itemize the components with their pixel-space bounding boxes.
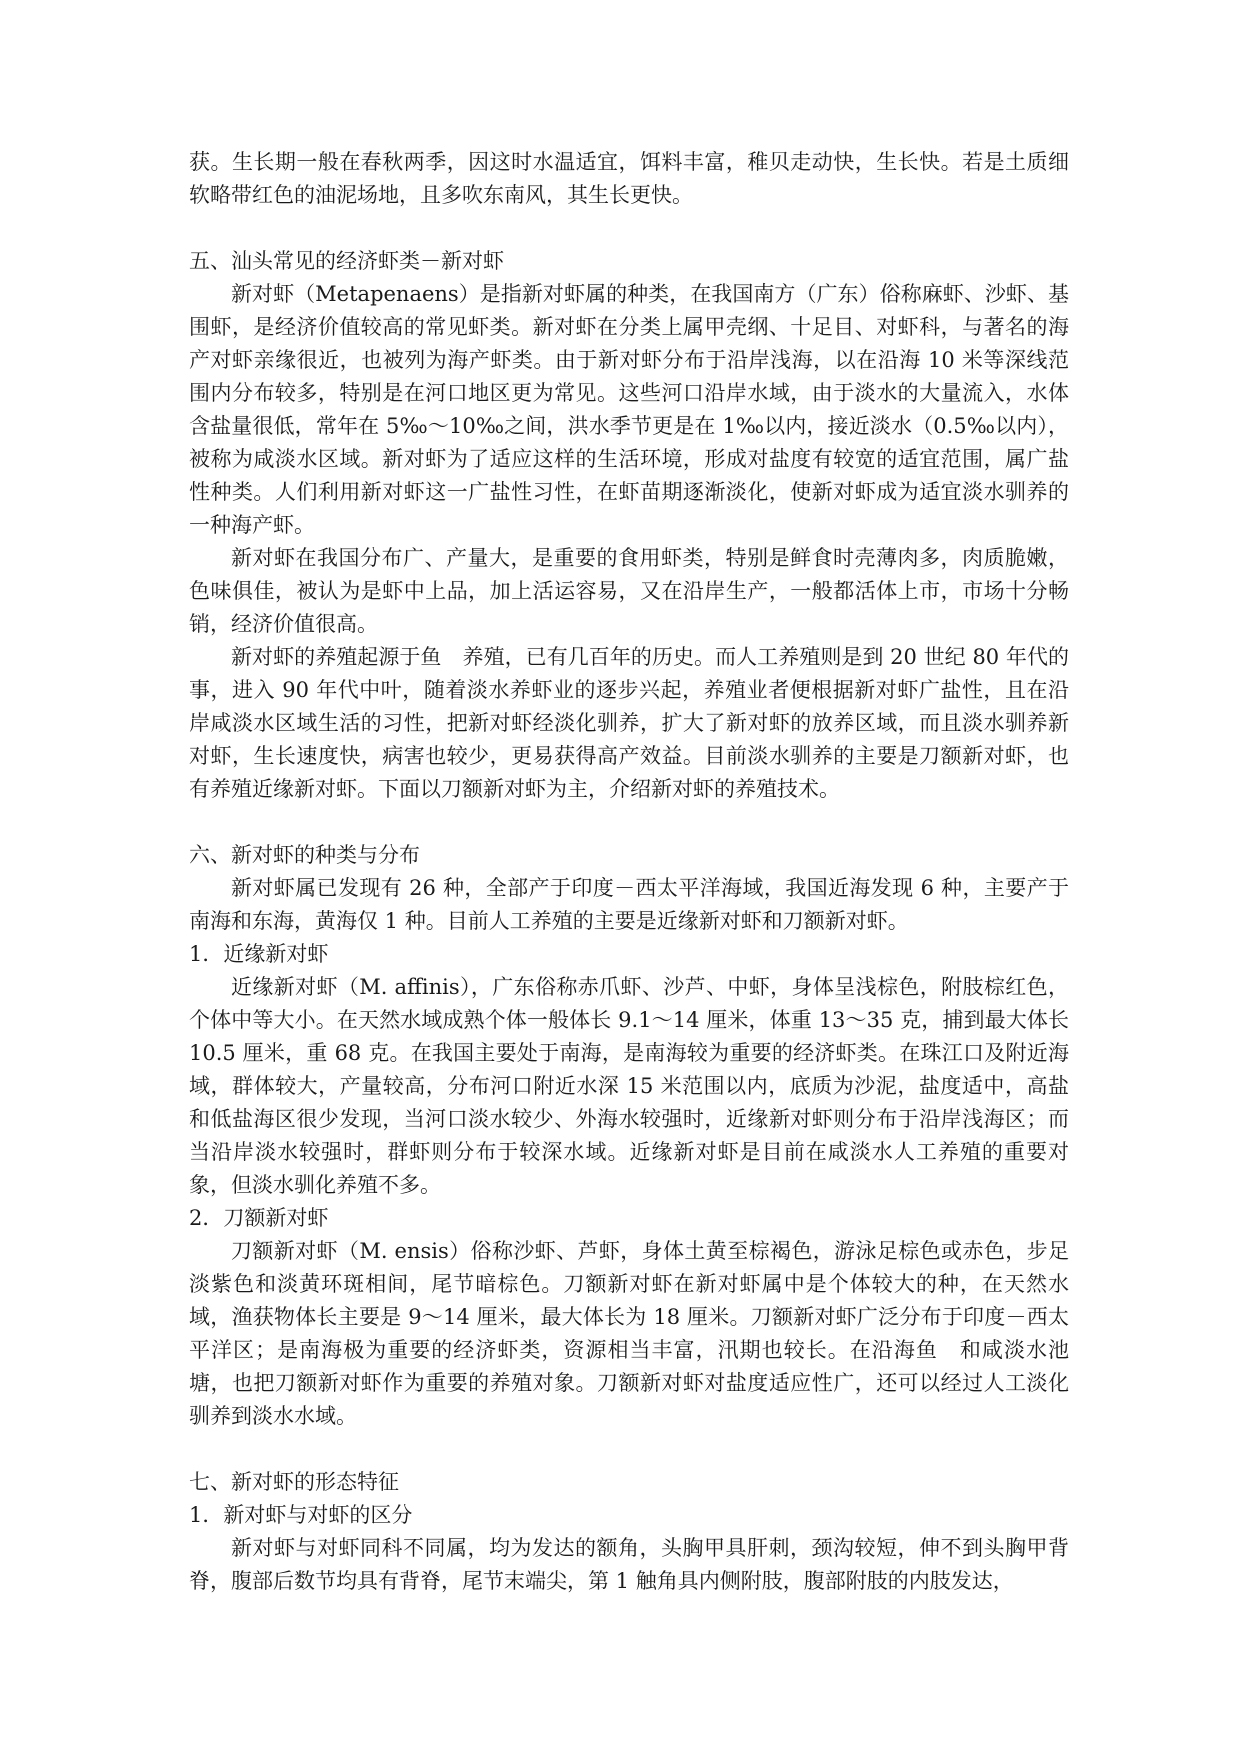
section-5-paragraph-3: 新对虾的养殖起源于鱼 养殖，已有几百年的历史。而人工养殖则是到 20 世纪 80 年代的事，进入 90 年代中叶，随着淡水养虾业的逐步兴起，养殖业者便根据新对虾广盐性，且在沿岸咸淡水区域生活的习性，把新对虾经淡化驯养，扩大了新对虾的放养区域，而且淡水驯养新对虾，生长速度快，病害也较少，更易获得高产效益。目前淡水驯养的主要是刀额新对虾，也有养殖近缘新对虾。下面以刀额新对虾为主，介绍新对虾的养殖技术。 [189, 645, 1069, 801]
section-6-subheading-2: 2．刀额新对虾 [189, 1206, 329, 1230]
section-6-sub-1-paragraph: 近缘新对虾（M. affinis），广东俗称赤爪虾、沙芦、中虾，身体呈浅棕色，附肢棕红色，个体中等大小。在天然水域成熟个体一般体长 9.1～14 厘米，体重 13～35 克，捕到最大体长 10.5 厘米，重 68 克。在我国主要处于南海，是南海较为重要的经济虾类。在珠江口及附近海域，群体较大，产量较高，分布河口附近水深 15 米范围以内，底质为沙泥，盐度适中，高盐和低盐海区很少发现，当河口淡水较少、外海水较强时，近缘新对虾则分布于沿岸浅海区；而当沿岸淡水较强时，群虾则分布于较深水域。近缘新对虾是目前在咸淡水人工养殖的重要对象，但淡水驯化养殖不多。 [189, 975, 1069, 1197]
section-6-heading: 六、新对虾的种类与分布 [189, 843, 420, 867]
text-column [189, 146, 1069, 1598]
intro-paragraph: 获。生长期一般在春秋两季，因这时水温适宜，饵料丰富，稚贝走动快，生长快。若是土质细软略带红色的油泥场地，且多吹东南风，其生长更快。 [189, 150, 1069, 207]
section-7-subheading-1: 1．新对虾与对虾的区分 [189, 1503, 413, 1527]
section-6-subheading-1: 1．近缘新对虾 [189, 942, 329, 966]
section-6-paragraph-1: 新对虾属已发现有 26 种，全部产于印度－西太平洋海域，我国近海发现 6 种，主要产于南海和东海，黄海仅 1 种。目前人工养殖的主要是近缘新对虾和刀额新对虾。 [189, 876, 1069, 933]
section-5-heading: 五、汕头常见的经济虾类－新对虾 [189, 249, 504, 273]
section-5-paragraph-2: 新对虾在我国分布广、产量大，是重要的食用虾类，特别是鲜食时壳薄肉多，肉质脆嫩，色味俱佳，被认为是虾中上品，加上活运容易，又在沿岸生产，一般都活体上市，市场十分畅销，经济价值很高。 [189, 546, 1069, 636]
section-5-paragraph-1: 新对虾（Metapenaens）是指新对虾属的种类，在我国南方（广东）俗称麻虾、沙虾、基围虾，是经济价值较高的常见虾类。新对虾在分类上属甲壳纲、十足目、对虾科，与著名的海产对虾亲缘很近，也被列为海产虾类。由于新对虾分布于沿岸浅海，以在沿海 10 米等深线范围内分布较多，特别是在河口地区更为常见。这些河口沿岸水域，由于淡水的大量流入，水体含盐量很低，常年在 5‰～10‰之间，洪水季节更是在 1‰以内，接近淡水（0.5‰以内），被称为咸淡水区域。新对虾为了适应这样的生活环境，形成对盐度有较宽的适宜范围，属广盐性种类。人们利用新对虾这一广盐性习性，在虾苗期逐渐淡化，使新对虾成为适宜淡水驯养的一种海产虾。 [189, 282, 1069, 537]
section-7-heading: 七、新对虾的形态特征 [189, 1470, 399, 1494]
section-6-sub-2-paragraph: 刀额新对虾（M. ensis）俗称沙虾、芦虾，身体土黄至棕褐色，游泳足棕色或赤色，步足淡紫色和淡黄环斑相间，尾节暗棕色。刀额新对虾在新对虾属中是个体较大的种，在天然水域，渔获物体长主要是 9～14 厘米，最大体长为 18 厘米。刀额新对虾广泛分布于印度－西太平洋区；是南海极为重要的经济虾类，资源相当丰富，汛期也较长。在沿海鱼 和咸淡水池塘，也把刀额新对虾作为重要的养殖对象。刀额新对虾对盐度适应性广，还可以经过人工淡化驯养到淡水水域。 [189, 1239, 1069, 1428]
section-7-sub-1-paragraph: 新对虾与对虾同科不同属，均为发达的额角，头胸甲具肝刺，颈沟较短，伸不到头胸甲背脊，腹部后数节均具有背脊，尾节末端尖，第 1 触角具内侧附肢，腹部附肢的内肢发达， [189, 1536, 1069, 1593]
